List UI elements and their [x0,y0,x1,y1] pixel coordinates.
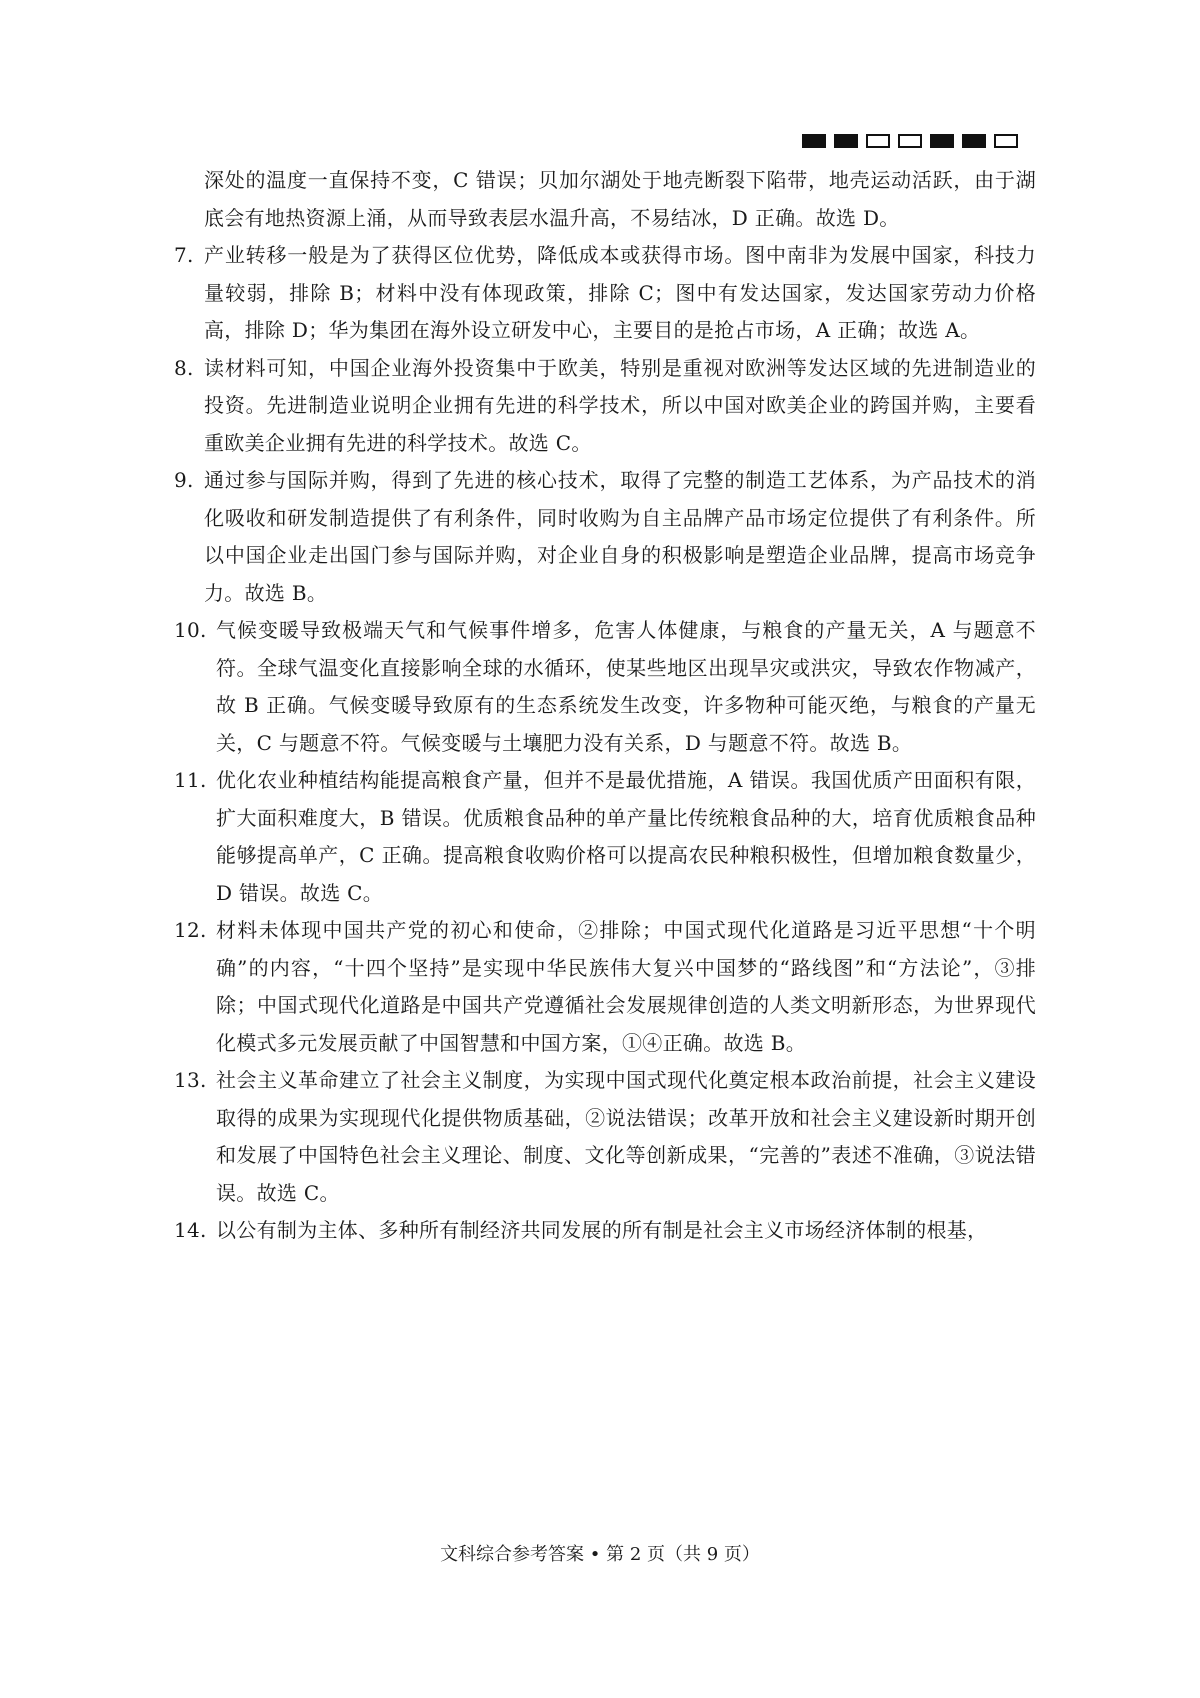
answer-item [174,1062,1036,1212]
answer-number: 12. [174,918,207,942]
answer-text: 材料未体现中国共产党的初心和使命，②排除；中国式现代化道路是习近平思想“十个明确”的内容，“十四个坚持”是实现中华民族伟大复兴中国梦的“路线图”和“方法论”，③排除；中国式现代化道路是中国共产党遵循社会发展规律创造的人类文明新形态，为世界现代化模式多元发展贡献了中国智慧和中国方案，①④正确。故选 B。 [216,918,1036,1055]
answer-item [174,237,1036,350]
answer-number: 9. [174,468,194,492]
empty-square-mark [866,134,890,148]
answer-number: 14. [174,1218,207,1242]
filled-square-mark [930,134,954,148]
answer-number: 11. [174,768,207,792]
answer-item [174,462,1036,612]
filled-square-mark [802,134,826,148]
answer-text: 以公有制为主体、多种所有制经济共同发展的所有制是社会主义市场经济体制的根基， [216,1218,988,1242]
answer-list [174,237,1036,1250]
page-marker-boxes [802,134,1018,148]
answer-item [174,912,1036,1062]
answer-item [174,350,1036,463]
answer-text: 产业转移一般是为了获得区位优势，降低成本或获得市场。图中南非为发展中国家，科技力量较弱，排除 B；材料中没有体现政策，排除 C；图中有发达国家，发达国家劳动力价格高，排除 D；华为集团在海外设立研发中心，主要目的是抢占市场，A 正确；故选 A。 [204,243,1036,342]
filled-square-mark [834,134,858,148]
answer-text: 优化农业种植结构能提高粮食产量，但并不是最优措施，A 错误。我国优质产田面积有限，扩大面积难度大，B 错误。优质粮食品种的单产量比传统粮食品种的大，培育优质粮食品种能够提高单产，C 正确。提高粮食收购价格可以提高农民种粮积极性，但增加粮食数量少，D 错误。故选 C。 [216,768,1036,905]
answer-number: 10. [174,618,207,642]
answer-number: 8. [174,355,194,380]
answer-text: 读材料可知，中国企业海外投资集中于欧美，特别是重视对欧洲等发达区域的先进制造业的投资。先进制造业说明企业拥有先进的科学技术，所以中国对欧美企业的跨国并购，主要看重欧美企业拥有先进的科学技术。故选 C。 [204,355,1036,455]
answer-item [174,1212,1036,1250]
answer-text: 通过参与国际并购，得到了先进的核心技术，取得了完整的制造工艺体系，为产品技术的消化吸收和研发制造提供了有利条件，同时收购为自主品牌产品市场定位提供了有利条件。所以中国企业走出国门参与国际并购，对企业自身的积极影响是塑造企业品牌，提高市场竞争力。故选 B。 [204,468,1036,605]
filled-square-mark [962,134,986,148]
answer-number: 7. [174,243,194,267]
answer-item [174,762,1036,912]
answer-text: 社会主义革命建立了社会主义制度，为实现中国式现代化奠定根本政治前提，社会主义建设取得的成果为实现现代化提供物质基础，②说法错误；改革开放和社会主义建设新时期开创和发展了中国特色社会主义理论、制度、文化等创新成果，“完善的”表述不准确，③说法错误。故选 C。 [216,1068,1036,1205]
answer-number: 13. [174,1068,207,1092]
empty-square-mark [994,134,1018,148]
continuation-paragraph: 深处的温度一直保持不变，C 错误；贝加尔湖处于地壳断裂下陷带，地壳运动活跃，由于湖底会有地热资源上涌，从而导致表层水温升高，不易结冰，D 正确。故选 D。 [204,168,1036,230]
answer-content [174,162,1036,1250]
answer-text: 气候变暖导致极端天气和气候事件增多，危害人体健康，与粮食的产量无关，A 与题意不符。全球气温变化直接影响全球的水循环，使某些地区出现旱灾或洪灾，导致农作物减产，故 B 正确。气候变暖导致原有的生态系统发生改变，许多物种可能灭绝，与粮食的产量无关，C 与题意不符。气候变暖与土壤肥力没有关系，D 与题意不符。故选 B。 [216,618,1036,755]
empty-square-mark [898,134,922,148]
page-footer: 文科综合参考答案 • 第 2 页（共 9 页） [440,1544,760,1565]
answer-item [174,612,1036,762]
